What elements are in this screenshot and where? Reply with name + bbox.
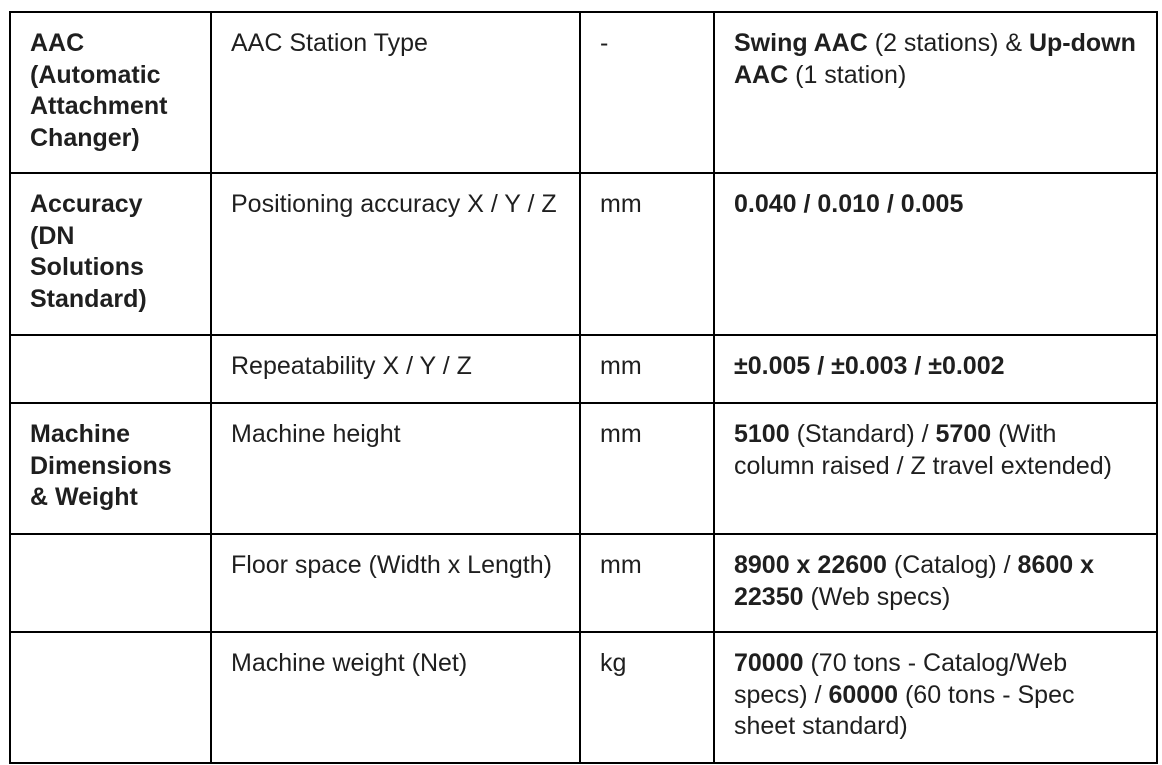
value-emphasis: Up-down AAC bbox=[734, 29, 1136, 89]
value-cell bbox=[714, 632, 1157, 763]
value-cell bbox=[714, 534, 1157, 632]
value-text: (2 stations) & bbox=[867, 29, 1029, 57]
value-emphasis: ±0.005 / ±0.003 / ±0.002 bbox=[734, 352, 1005, 380]
value-emphasis: 5700 bbox=[935, 420, 992, 448]
category-cell bbox=[10, 335, 211, 403]
item-cell: Machine height bbox=[211, 403, 580, 534]
item-cell: Positioning accuracy X / Y / Z bbox=[211, 173, 580, 335]
item-cell: Machine weight (Net) bbox=[211, 632, 580, 763]
unit-cell: - bbox=[580, 12, 714, 173]
category-cell bbox=[10, 632, 211, 763]
category-cell: Accuracy (DN Solutions Standard) bbox=[10, 173, 211, 335]
value-emphasis: 60000 bbox=[828, 680, 899, 709]
category-cell: AAC (Automatic Attachment Changer) bbox=[10, 12, 211, 173]
category-cell: Machine Dimensions & Weight bbox=[10, 403, 211, 534]
spec-table bbox=[9, 11, 1158, 764]
table-row bbox=[10, 335, 1157, 403]
item-cell: AAC Station Type bbox=[211, 12, 580, 173]
table-row bbox=[10, 403, 1157, 534]
value-text: (60 tons - Spec sheet standard) bbox=[734, 680, 1075, 740]
value-emphasis: Swing AAC bbox=[734, 29, 868, 57]
value-cell bbox=[714, 173, 1157, 335]
unit-cell: mm bbox=[580, 335, 714, 403]
table-row bbox=[10, 632, 1157, 763]
value-emphasis: 5100 bbox=[734, 420, 790, 448]
unit-cell: mm bbox=[580, 173, 714, 335]
item-cell: Repeatability X / Y / Z bbox=[211, 335, 580, 403]
value-cell bbox=[714, 403, 1157, 534]
category-cell bbox=[10, 534, 211, 632]
value-emphasis: 8600 x 22350 bbox=[734, 551, 1095, 611]
unit-cell: mm bbox=[580, 534, 714, 632]
table-row bbox=[10, 12, 1157, 173]
value-text: (1 station) bbox=[788, 60, 907, 89]
value-emphasis: 0.040 / 0.010 / 0.005 bbox=[734, 190, 964, 218]
value-text: (With column raised / Z travel extended) bbox=[734, 420, 1112, 480]
value-emphasis: 8900 x 22600 bbox=[734, 551, 887, 579]
value-cell bbox=[714, 335, 1157, 403]
unit-cell: kg bbox=[580, 632, 714, 763]
value-text: (Web specs) bbox=[803, 582, 951, 611]
value-emphasis: 70000 bbox=[734, 649, 804, 677]
value-text: (70 tons - Catalog/Web specs) / bbox=[734, 649, 1068, 709]
table-row bbox=[10, 534, 1157, 632]
value-cell bbox=[714, 12, 1157, 173]
item-cell: Floor space (Width x Length) bbox=[211, 534, 580, 632]
table-row bbox=[10, 173, 1157, 335]
value-text: (Catalog) / bbox=[886, 551, 1018, 579]
unit-cell: mm bbox=[580, 403, 714, 534]
value-text: (Standard) / bbox=[789, 420, 936, 448]
